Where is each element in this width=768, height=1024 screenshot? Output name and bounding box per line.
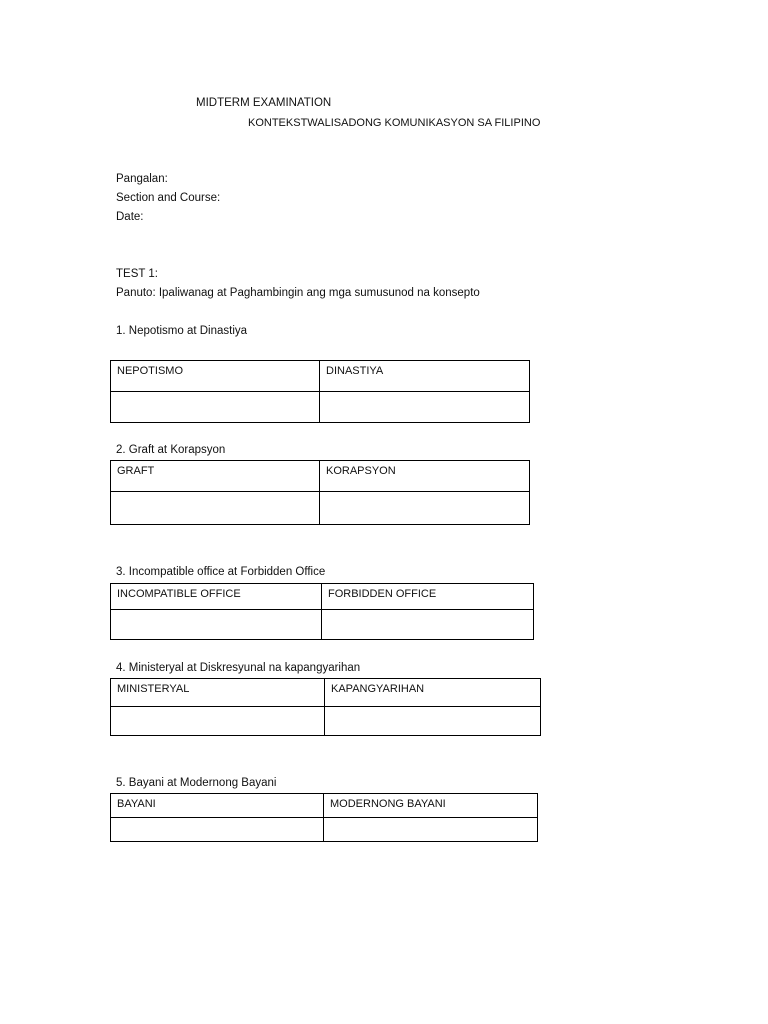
question-heading: 4. Ministeryal at Diskresyunal na kapangyarihan: [116, 662, 361, 674]
section-course-label: Section and Course:: [116, 192, 221, 204]
answer-cell[interactable]: [320, 392, 530, 423]
exam-title: MIDTERM EXAMINATION: [196, 97, 332, 109]
answer-cell[interactable]: [325, 707, 541, 736]
column-header: GRAFT: [111, 461, 320, 492]
question-heading: 5. Bayani at Modernong Bayani: [116, 777, 277, 789]
answer-cell[interactable]: [324, 818, 538, 842]
name-label: Pangalan:: [116, 173, 168, 185]
answer-cell[interactable]: [322, 610, 534, 640]
column-header: BAYANI: [111, 794, 324, 818]
column-header: KORAPSYON: [320, 461, 530, 492]
date-label: Date:: [116, 211, 144, 223]
answer-cell[interactable]: [111, 492, 320, 525]
test-instructions: Panuto: Ipaliwanag at Paghambingin ang mga sumusunod na konsepto: [116, 287, 480, 299]
answer-table: [110, 360, 530, 423]
answer-cell[interactable]: [320, 492, 530, 525]
question-heading: 3. Incompatible office at Forbidden Office: [116, 566, 326, 578]
answer-cell[interactable]: [111, 610, 322, 640]
answer-table: [110, 793, 538, 842]
question-heading: 1. Nepotismo at Dinastiya: [116, 325, 248, 337]
test-label: TEST 1:: [116, 268, 158, 280]
question-heading: 2. Graft at Korapsyon: [116, 444, 226, 456]
answer-cell[interactable]: [111, 392, 320, 423]
column-header: INCOMPATIBLE OFFICE: [111, 584, 322, 610]
column-header: MODERNONG BAYANI: [324, 794, 538, 818]
answer-table: [110, 583, 534, 640]
column-header: FORBIDDEN OFFICE: [322, 584, 534, 610]
column-header: MINISTERYAL: [111, 679, 325, 707]
course-title: KONTEKSTWALISADONG KOMUNIKASYON SA FILIPINO: [248, 117, 541, 129]
answer-cell[interactable]: [111, 818, 324, 842]
column-header: KAPANGYARIHAN: [325, 679, 541, 707]
answer-table: [110, 460, 530, 525]
column-header: DINASTIYA: [320, 361, 530, 392]
answer-table: [110, 678, 541, 736]
answer-cell[interactable]: [111, 707, 325, 736]
column-header: NEPOTISMO: [111, 361, 320, 392]
